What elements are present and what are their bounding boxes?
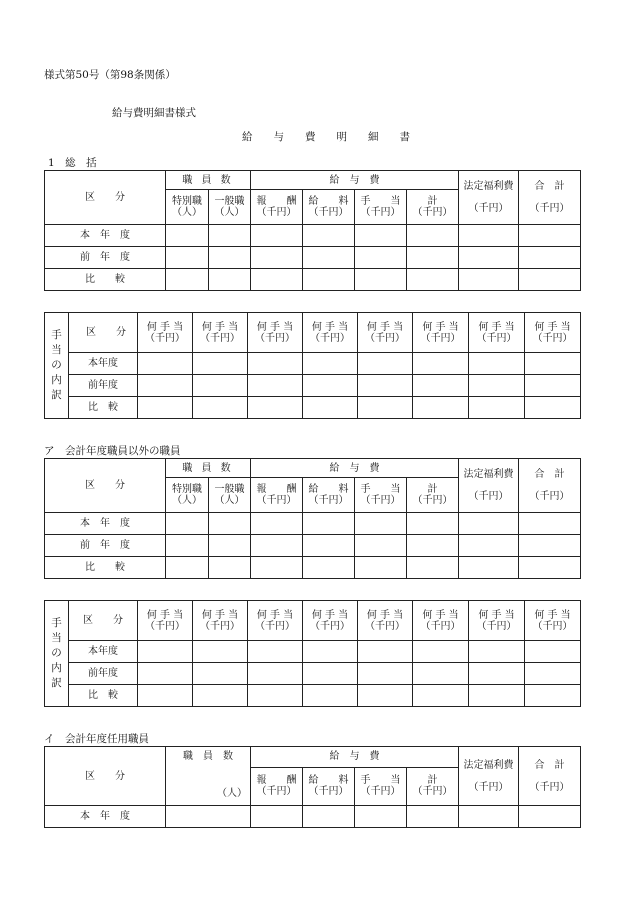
table-cell: [413, 663, 469, 685]
header-text: 何 手 当: [478, 321, 515, 333]
allowance-col-header: [525, 313, 581, 353]
table-cell: [355, 269, 407, 291]
table-cell: [413, 641, 469, 663]
summary-heading: 1 総 括: [48, 157, 97, 169]
allowance-side-label: [45, 601, 69, 707]
header-text: 何 手 当: [311, 609, 349, 621]
table-cell: [138, 685, 193, 707]
table-cell: [525, 685, 581, 707]
header-text: （千円）: [256, 786, 297, 798]
unit-label: （千円）: [529, 203, 570, 214]
table-cell: [303, 247, 355, 269]
table-row: [45, 397, 581, 419]
row-label: 本年度: [69, 641, 138, 663]
header-text: 給 料: [308, 196, 349, 207]
total-header: [519, 747, 581, 806]
header-text: 報 酬: [256, 775, 297, 787]
table-row: [45, 806, 581, 828]
header-text: 手 当: [360, 484, 401, 495]
row-label: 本 年 度: [45, 513, 166, 535]
header-text: （千円）: [365, 332, 405, 344]
salary-group-header: 給 与 費: [251, 459, 459, 478]
form-number: 様式第50号（第98条関係）: [44, 69, 176, 81]
table-cell: [358, 663, 413, 685]
header-text: （人）: [214, 207, 245, 218]
kei-header: [407, 478, 459, 513]
table-cell: [193, 663, 248, 685]
tokubetsu-header: [166, 190, 209, 225]
total-label: 合 計: [534, 759, 565, 771]
header-text: （千円）: [412, 786, 453, 798]
table-cell: [166, 557, 209, 579]
section-a-table: [44, 458, 581, 579]
header-text: 何 手 当: [534, 609, 571, 621]
staff-count-header: 職 員 数: [166, 459, 251, 478]
header-text: （千円）: [412, 495, 453, 506]
table-cell: [459, 806, 519, 828]
table-cell: [469, 397, 525, 419]
salary-group-header: 給 与 費: [251, 171, 459, 190]
allowance-col-header: [193, 601, 248, 641]
table-cell: [519, 806, 581, 828]
header-text: （人）: [172, 495, 202, 506]
table-cell: [459, 535, 519, 557]
table-cell: [251, 269, 303, 291]
ippan-header: [209, 190, 251, 225]
kubun-header: 区 分: [45, 747, 166, 806]
row-label: 比 較: [45, 557, 166, 579]
row-label: 本年度: [69, 353, 138, 375]
table-cell: [166, 269, 209, 291]
header-text: 何 手 当: [366, 321, 404, 333]
header-text: （千円）: [256, 495, 297, 506]
header-text: 何 手 当: [146, 609, 184, 621]
header-text: 手 当: [360, 775, 401, 787]
header-text: 一般職: [214, 484, 245, 495]
unit-label: （千円）: [529, 491, 570, 502]
total-header: [519, 171, 581, 225]
header-text: （千円）: [145, 332, 185, 344]
table-cell: [303, 513, 355, 535]
table-cell: [193, 397, 248, 419]
header-text: （千円）: [145, 620, 185, 632]
table-cell: [248, 375, 303, 397]
row-label: 前年度: [69, 375, 138, 397]
header-text: 給 料: [308, 775, 349, 787]
table-cell: [303, 663, 358, 685]
kyuryo-header: [303, 190, 355, 225]
table-cell: [303, 375, 358, 397]
table-row: [45, 375, 581, 397]
table-cell: [407, 806, 459, 828]
form-title: 給与費明細書様式: [112, 107, 196, 119]
table-cell: [166, 806, 251, 828]
header-text: 給 料: [308, 484, 349, 495]
table-cell: [459, 225, 519, 247]
table-cell: [209, 269, 251, 291]
header-text: （千円）: [360, 786, 401, 798]
header-text: （千円）: [360, 495, 401, 506]
header-text: 特別職: [172, 196, 202, 207]
header-text: 何 手 当: [366, 609, 404, 621]
kei-header: [407, 190, 459, 225]
allowance-col-header: [358, 601, 413, 641]
header-text: 何 手 当: [201, 609, 239, 621]
header-text: （千円）: [420, 332, 461, 344]
table-cell: [525, 375, 581, 397]
unit-label: （千円）: [468, 203, 509, 214]
legal-welfare-header: [459, 459, 519, 513]
table-cell: [519, 269, 581, 291]
table-cell: [166, 225, 209, 247]
table-cell: [469, 685, 525, 707]
allowance-table-a: [44, 600, 581, 707]
table-cell: [251, 806, 303, 828]
allowance-col-header: [303, 313, 358, 353]
allowance-col-header: [469, 313, 525, 353]
table-cell: [413, 685, 469, 707]
allowance-side-label: [45, 313, 69, 419]
row-label: 前 年 度: [45, 247, 166, 269]
header-text: 手 当: [360, 196, 401, 207]
table-row: [45, 535, 581, 557]
table-cell: [303, 269, 355, 291]
header-text: （千円）: [476, 620, 517, 632]
header-text: （千円）: [532, 620, 573, 632]
table-cell: [251, 513, 303, 535]
teate-header: [355, 478, 407, 513]
header-text: （千円）: [308, 207, 349, 218]
table-cell: [251, 557, 303, 579]
header-text: （千円）: [310, 620, 350, 632]
table-cell: [193, 641, 248, 663]
header-text: （千円）: [532, 332, 573, 344]
table-cell: [209, 225, 251, 247]
row-label: 前 年 度: [45, 535, 166, 557]
table-cell: [469, 375, 525, 397]
table-cell: [358, 685, 413, 707]
table-cell: [251, 225, 303, 247]
header-text: （千円）: [310, 332, 350, 344]
header-text: （千円）: [308, 495, 349, 506]
table-cell: [358, 397, 413, 419]
table-cell: [209, 247, 251, 269]
legal-welfare-label: 法定福利費: [463, 469, 514, 480]
header-text: （千円）: [255, 332, 295, 344]
table-cell: [413, 397, 469, 419]
allowance-col-header: [138, 601, 193, 641]
kyuryo-header: [303, 478, 355, 513]
table-cell: [303, 806, 355, 828]
row-label: 前年度: [69, 663, 138, 685]
table-row: [45, 513, 581, 535]
table-cell: [193, 685, 248, 707]
table-cell: [413, 375, 469, 397]
allowance-table: [44, 312, 581, 419]
table-cell: [525, 663, 581, 685]
salary-group-header: 給 与 費: [251, 747, 459, 768]
table-cell: [358, 375, 413, 397]
header-text: （千円）: [200, 332, 240, 344]
table-row: [45, 247, 581, 269]
kubun-header: 区 分: [45, 171, 166, 225]
table-cell: [519, 225, 581, 247]
kubun-header: 区 分: [45, 459, 166, 513]
table-cell: [193, 353, 248, 375]
header-text: （千円）: [255, 620, 295, 632]
table-cell: [407, 247, 459, 269]
section-a-heading: ア 会計年度職員以外の職員: [44, 445, 181, 457]
allowance-col-header: [193, 313, 248, 353]
table-cell: [303, 641, 358, 663]
legal-welfare-header: [459, 171, 519, 225]
allowance-col-header: [413, 313, 469, 353]
unit-label: （千円）: [529, 781, 570, 793]
table-cell: [355, 225, 407, 247]
table-cell: [519, 557, 581, 579]
table-cell: [525, 397, 581, 419]
table-cell: [138, 353, 193, 375]
header-text: 何 手 当: [256, 321, 294, 333]
header-text: 何 手 当: [311, 321, 349, 333]
table-cell: [138, 641, 193, 663]
housyu-header: [251, 478, 303, 513]
header-text: 計: [427, 775, 438, 787]
table-row: [45, 663, 581, 685]
summary-table: [44, 170, 581, 291]
table-cell: [303, 535, 355, 557]
legal-welfare-label: 法定福利費: [463, 181, 514, 192]
kubun-header: 区 分: [69, 601, 138, 641]
legal-welfare-label: 法定福利費: [463, 759, 514, 771]
table-cell: [209, 535, 251, 557]
row-label: 比 較: [69, 397, 138, 419]
table-cell: [303, 685, 358, 707]
header-text: 何 手 当: [422, 609, 459, 621]
allowance-col-header: [358, 313, 413, 353]
table-cell: [407, 269, 459, 291]
row-label: 比 較: [45, 269, 166, 291]
table-row: [45, 557, 581, 579]
table-cell: [355, 247, 407, 269]
row-label: 比 較: [69, 685, 138, 707]
table-cell: [166, 535, 209, 557]
table-row: [45, 225, 581, 247]
unit-label: （千円）: [468, 781, 509, 793]
header-text: 何 手 当: [256, 609, 294, 621]
document-title: 給 与 費 明 細 書: [242, 131, 416, 143]
kubun-header: 区 分: [69, 313, 138, 353]
total-header: [519, 459, 581, 513]
side-label-text: 手 当 の 内 訳: [51, 617, 62, 689]
header-text: 報 酬: [256, 484, 297, 495]
header-text: 計: [427, 484, 438, 495]
table-cell: [407, 513, 459, 535]
table-cell: [459, 557, 519, 579]
table-cell: [469, 641, 525, 663]
housyu-header: [251, 190, 303, 225]
table-cell: [248, 397, 303, 419]
teate-header: [355, 190, 407, 225]
table-cell: [138, 397, 193, 419]
table-cell: [459, 247, 519, 269]
table-cell: [209, 513, 251, 535]
staff-count-header: [166, 747, 251, 806]
table-row: [45, 269, 581, 291]
side-label-text: 手 当 の 内 訳: [51, 329, 62, 401]
table-cell: [407, 225, 459, 247]
table-cell: [251, 247, 303, 269]
ippan-header: [209, 478, 251, 513]
kyuryo-header: [303, 767, 355, 805]
header-text: （千円）: [420, 620, 461, 632]
table-cell: [355, 806, 407, 828]
table-cell: [248, 663, 303, 685]
allowance-col-header: [469, 601, 525, 641]
header-text: 特別職: [172, 484, 202, 495]
table-cell: [355, 557, 407, 579]
header-text: 報 酬: [256, 196, 297, 207]
allowance-col-header: [248, 601, 303, 641]
table-cell: [525, 353, 581, 375]
tokubetsu-header: [166, 478, 209, 513]
kei-header: [407, 767, 459, 805]
table-row: [45, 641, 581, 663]
table-cell: [459, 269, 519, 291]
row-label: 本 年 度: [45, 806, 166, 828]
table-cell: [407, 535, 459, 557]
table-cell: [469, 353, 525, 375]
header-text: （千円）: [200, 620, 240, 632]
unit-label: （人）: [217, 788, 247, 799]
header-text: 何 手 当: [478, 609, 515, 621]
table-cell: [519, 535, 581, 557]
table-cell: [166, 513, 209, 535]
row-label: 本 年 度: [45, 225, 166, 247]
table-cell: [519, 513, 581, 535]
table-cell: [166, 247, 209, 269]
table-cell: [355, 513, 407, 535]
header-text: 何 手 当: [534, 321, 571, 333]
allowance-col-header: [248, 313, 303, 353]
header-text: 一般職: [214, 196, 245, 207]
table-cell: [303, 557, 355, 579]
table-cell: [138, 375, 193, 397]
header-text: （千円）: [360, 207, 401, 218]
table-cell: [413, 353, 469, 375]
header-text: （千円）: [476, 332, 517, 344]
header-text: （千円）: [412, 207, 453, 218]
header-text: 何 手 当: [422, 321, 459, 333]
header-text: 何 手 当: [201, 321, 239, 333]
table-row: [45, 685, 581, 707]
staff-count-label: 職 員 数: [183, 751, 233, 762]
table-cell: [303, 397, 358, 419]
table-cell: [358, 641, 413, 663]
table-cell: [251, 535, 303, 557]
table-cell: [209, 557, 251, 579]
table-cell: [459, 513, 519, 535]
header-text: 何 手 当: [146, 321, 184, 333]
table-cell: [248, 353, 303, 375]
table-cell: [138, 663, 193, 685]
total-label: 合 計: [534, 469, 565, 480]
allowance-col-header: [138, 313, 193, 353]
header-text: （千円）: [308, 786, 349, 798]
table-cell: [303, 353, 358, 375]
housyu-header: [251, 767, 303, 805]
header-text: （人）: [214, 495, 245, 506]
table-cell: [407, 557, 459, 579]
table-cell: [303, 225, 355, 247]
header-text: （千円）: [256, 207, 297, 218]
table-cell: [358, 353, 413, 375]
table-cell: [469, 663, 525, 685]
header-text: 計: [427, 196, 438, 207]
table-row: [45, 353, 581, 375]
allowance-col-header: [413, 601, 469, 641]
allowance-col-header: [525, 601, 581, 641]
header-text: （人）: [172, 207, 202, 218]
table-cell: [248, 641, 303, 663]
staff-count-header: 職 員 数: [166, 171, 251, 190]
total-label: 合 計: [534, 181, 565, 192]
table-cell: [519, 247, 581, 269]
table-cell: [355, 535, 407, 557]
allowance-col-header: [303, 601, 358, 641]
table-cell: [193, 375, 248, 397]
legal-welfare-header: [459, 747, 519, 806]
header-text: （千円）: [365, 620, 405, 632]
table-cell: [525, 641, 581, 663]
unit-label: （千円）: [468, 491, 509, 502]
teate-header: [355, 767, 407, 805]
table-cell: [248, 685, 303, 707]
section-i-table: [44, 746, 581, 828]
section-i-heading: イ 会計年度任用職員: [44, 733, 149, 745]
